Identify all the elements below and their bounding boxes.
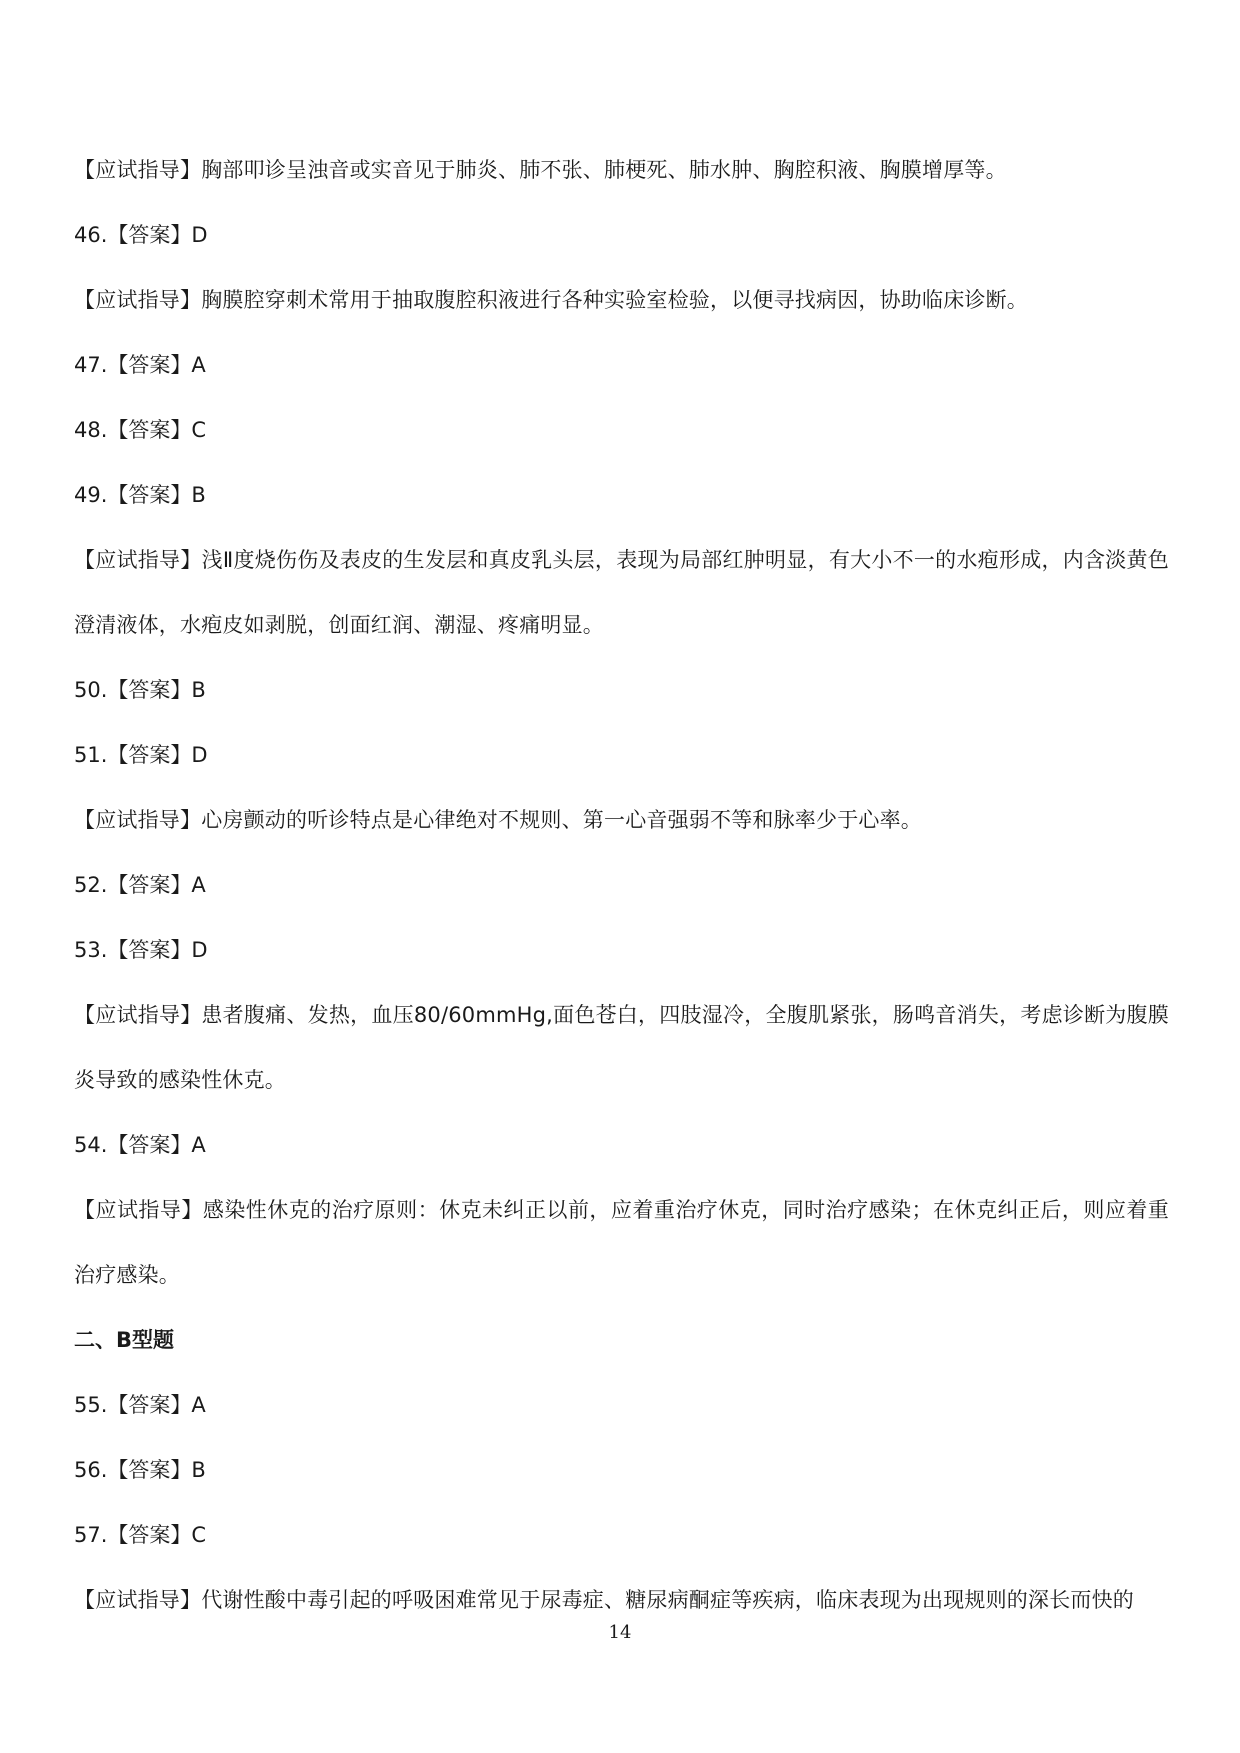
section-heading: 二、B型题 (74, 1328, 175, 1352)
answer-content (74, 138, 1169, 1633)
answer-line-51: 51.【答案】D (74, 743, 208, 767)
guide-paragraph: 【应试指导】心房颤动的听诊特点是心律绝对不规则、第一心音强弱不等和脉率少于心率。 (74, 808, 922, 832)
guide-paragraph: 【应试指导】患者腹痛、发热，血压80/60mmHg,面色苍白，四肢湿冷，全腹肌紧张，肠鸣音消失，考虑诊断为腹膜炎导致的感染性休克。 (74, 1003, 1169, 1092)
answer-line-46: 46.【答案】D (74, 223, 208, 247)
answer-line-55: 55.【答案】A (74, 1393, 206, 1417)
answer-line-48: 48.【答案】C (74, 418, 207, 442)
guide-paragraph: 【应试指导】胸膜腔穿刺术常用于抽取腹腔积液进行各种实验室检验，以便寻找病因，协助临床诊断。 (74, 288, 1028, 312)
answer-line-57: 57.【答案】C (74, 1523, 207, 1547)
answer-line-54: 54.【答案】A (74, 1133, 206, 1157)
guide-paragraph: 【应试指导】感染性休克的治疗原则：休克未纠正以前，应着重治疗休克，同时治疗感染；在休克纠正后，则应着重治疗感染。 (74, 1198, 1169, 1287)
answer-line-52: 52.【答案】A (74, 873, 206, 897)
answer-line-53: 53.【答案】D (74, 938, 208, 962)
guide-paragraph: 【应试指导】胸部叩诊呈浊音或实音见于肺炎、肺不张、肺梗死、肺水肿、胸腔积液、胸膜增厚等。 (74, 158, 1007, 182)
answer-line-56: 56.【答案】B (74, 1458, 206, 1482)
page-number: 14 (608, 1622, 632, 1643)
answer-line-50: 50.【答案】B (74, 678, 206, 702)
answer-line-49: 49.【答案】B (74, 483, 206, 507)
guide-paragraph: 【应试指导】代谢性酸中毒引起的呼吸困难常见于尿毒症、糖尿病酮症等疾病，临床表现为出现规则的深长而快的 (74, 1588, 1134, 1612)
answer-line-47: 47.【答案】A (74, 353, 206, 377)
guide-paragraph: 【应试指导】浅Ⅱ度烧伤伤及表皮的生发层和真皮乳头层，表现为局部红肿明显，有大小不一的水疱形成，内含淡黄色澄清液体，水疱皮如剥脱，创面红润、潮湿、疼痛明显。 (74, 548, 1169, 637)
